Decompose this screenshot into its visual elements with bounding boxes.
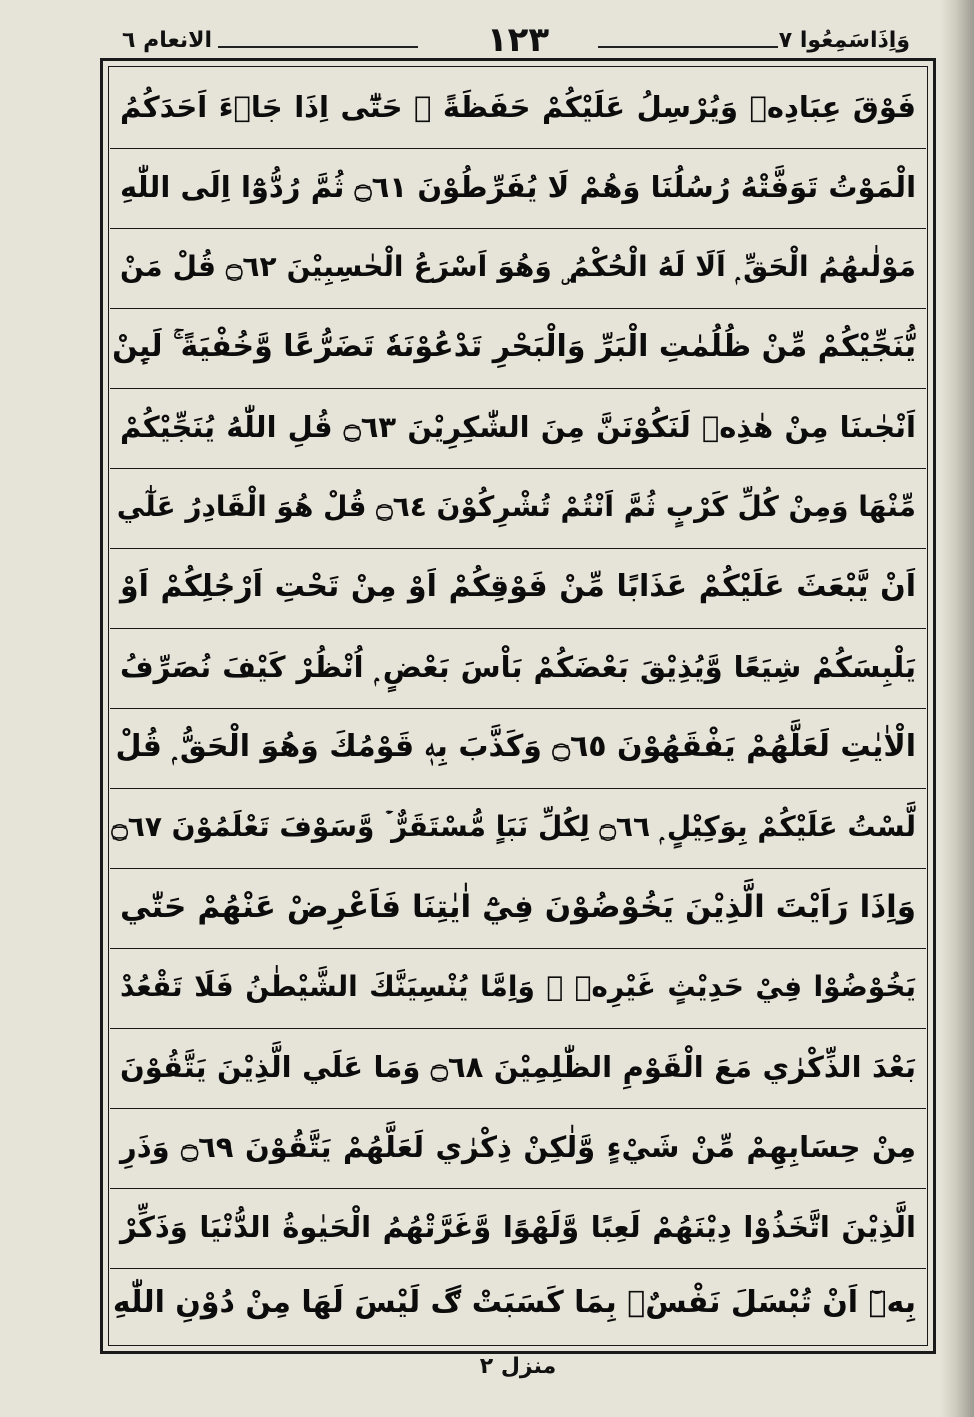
text-line-16: بِهٖٓ اَنْ تُبْسَلَ نَفْسٌۢ بِمَا كَسَبَتْ ڰ لَيْسَ لَهَا مِنْ دُوْنِ اللّٰهِ [112, 1285, 916, 1320]
text-line-6: مِّنْهَا وَمِنْ كُلِّ كَرْبٍ ثُمَّ اَنْتُمْ تُشْرِكُوْنَ ۝٦٤ قُلْ هُوَ الْقَادِرُ عَلٰٓي [110, 468, 926, 549]
text-line-5: اَنْجٰىنَا مِنْ هٰذِهٖ لَنَكُوْنَنَّ مِنَ الشّٰكِرِيْنَ ۝٦٣ قُلِ اللّٰهُ يُنَجِّيْكُمْ [110, 388, 926, 469]
surah-name: الانعام ٦ [122, 28, 213, 53]
text-line-8: يَلْبِسَكُمْ شِيَعًا وَّيُذِيْقَ بَعْضَكُمْ بَاْسَ بَعْضٍ ۭ اُنْظُرْ كَيْفَ نُصَرِّفُ [110, 628, 926, 709]
binding-shadow [940, 0, 974, 1417]
text-line-2: الْمَوْتُ تَوَفَّتْهُ رُسُلُنَا وَهُمْ لَا يُفَرِّطُوْنَ ۝٦١ ثُمَّ رُدُّوْٓا اِلَى اللّٰهِ [110, 148, 926, 229]
text-line-12: يَخُوْضُوْا فِيْ حَدِيْثٍ غَيْرِهٖ ۭ وَاِمَّا يُنْسِيَنَّكَ الشَّيْطٰنُ فَلَا تَقْعُدْ [110, 948, 926, 1029]
text-line-4: يُّنَجِّيْكُمْ مِّنْ ظُلُمٰتِ الْبَرِّ وَالْبَحْرِ تَدْعُوْنَهٗ تَضَرُّعًا وَّخُفْيَةً ۚ لَىِٕنْ [110, 308, 926, 389]
text-line-15: الَّذِيْنَ اتَّخَذُوْا دِيْنَهُمْ لَعِبًا وَّلَهْوًا وَّغَرَّتْهُمُ الْحَيٰوةُ الدُّنْيَا وَذَكِّرْ [110, 1188, 926, 1269]
text-line-1: فَوْقَ عِبَادِهٖ وَيُرْسِلُ عَلَيْكُمْ حَفَظَةً ۭ حَتّٰٓى اِذَا جَاۗءَ اَحَدَكُمُ [110, 68, 926, 149]
manzil-marker: منزل ٢ [479, 1354, 557, 1379]
text-line-9: الْاٰيٰتِ لَعَلَّهُمْ يَفْقَهُوْنَ ۝٦٥ وَكَذَّبَ بِهٖ قَوْمُكَ وَهُوَ الْحَقُّ ۭ قُلْ [110, 708, 926, 789]
text-line-11: وَاِذَا رَاَيْتَ الَّذِيْنَ يَخُوْضُوْنَ فِيْٓ اٰيٰتِنَا فَاَعْرِضْ عَنْهُمْ حَتّٰي [110, 868, 926, 949]
text-line-10: لَّسْتُ عَلَيْكُمْ بِوَكِيْلٍ ۭ ۝٦٦ لِكُلِّ نَبَاٍ مُّسْتَقَرٌّ ۡ وَّسَوْفَ تَعْلَمُوْنَ ۝٦٧ [110, 788, 926, 869]
text-line-14: مِنْ حِسَابِهِمْ مِّنْ شَيْءٍ وَّلٰكِنْ ذِكْرٰي لَعَلَّهُمْ يَتَّقُوْنَ ۝٦٩ وَذَرِ [110, 1108, 926, 1189]
page-header [108, 20, 928, 60]
text-line-3: مَوْلٰىهُمُ الْحَقِّ ۭ اَلَا لَهُ الْحُكْمُ ۣ وَهُوَ اَسْرَعُ الْحٰسِبِيْنَ ۝٦٢ قُلْ مَنْ [110, 228, 926, 309]
page-number: ١٢٣ [486, 20, 550, 60]
text-line-13: بَعْدَ الذِّكْرٰي مَعَ الْقَوْمِ الظّٰلِمِيْنَ ۝٦٨ وَمَا عَلَي الَّذِيْنَ يَتَّقُوْنَ [110, 1028, 926, 1109]
text-block [110, 68, 926, 1344]
juz-name: وَاِذَاسَمِعُوا ٧ [778, 28, 910, 53]
text-line-7: اَنْ يَّبْعَثَ عَلَيْكُمْ عَذَابًا مِّنْ فَوْقِكُمْ اَوْ مِنْ تَحْتِ اَرْجُلِكُمْ اَوْ [110, 548, 926, 629]
